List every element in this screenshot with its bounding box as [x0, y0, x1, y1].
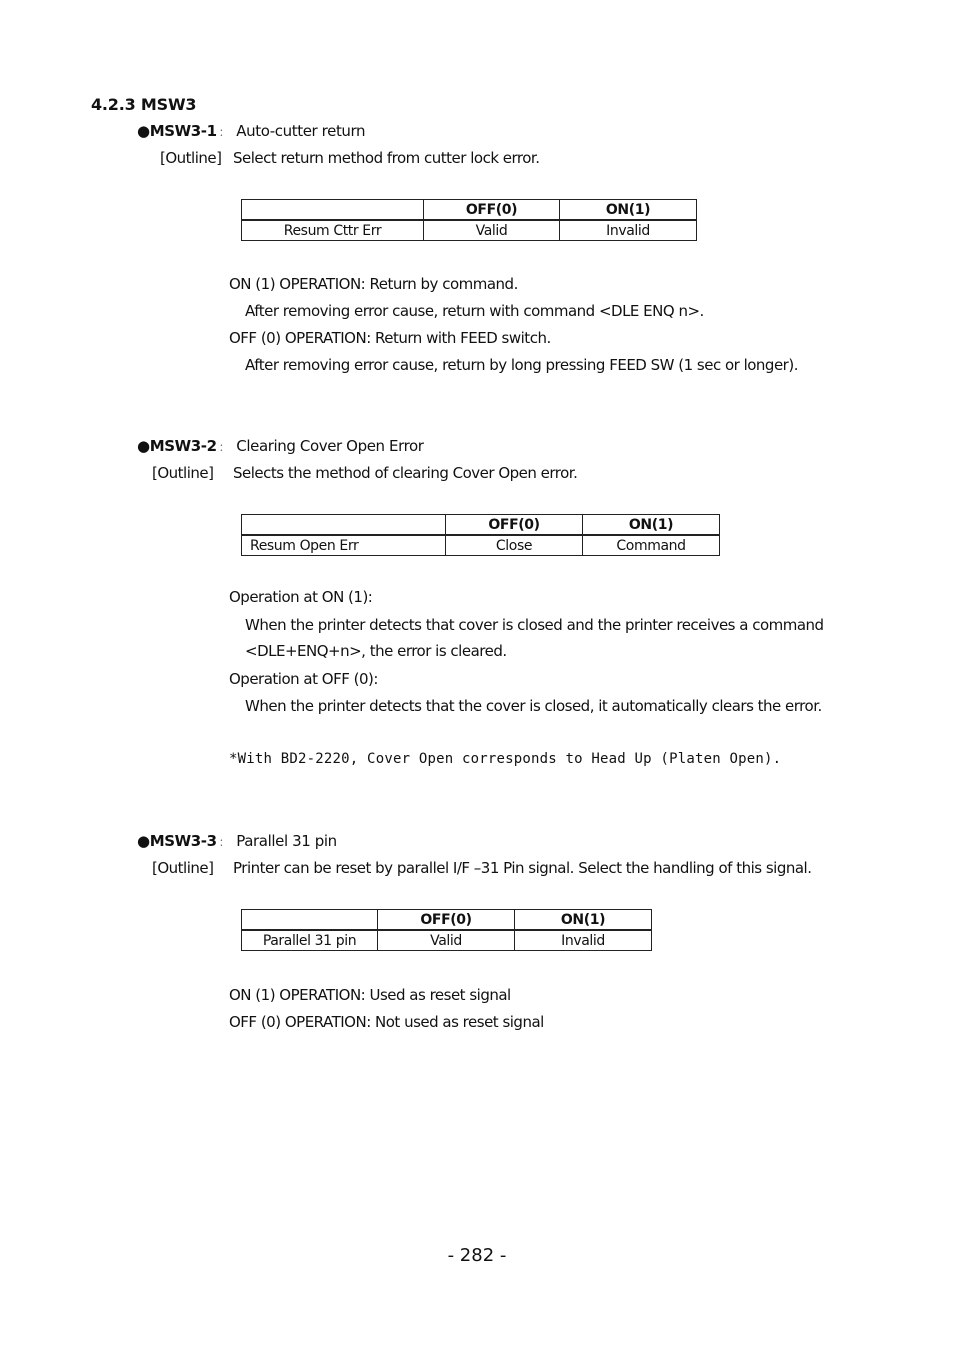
- table-header-on: ON(1): [560, 200, 697, 221]
- table-cell-name: Resum Open Err: [242, 535, 446, 556]
- table-header-off: OFF(0): [378, 910, 515, 931]
- table-header-row: [242, 910, 652, 931]
- outline-label: [Outline]: [160, 149, 222, 167]
- table-cell-off: Close: [446, 535, 583, 556]
- table-cell-off: Valid: [424, 220, 560, 241]
- table-header-off: OFF(0): [424, 200, 560, 221]
- operation-line: OFF (0) OPERATION: Return with FEED switch.: [229, 329, 551, 347]
- item-key: ●MSW3-1: [137, 122, 217, 140]
- outline-label: [Outline]: [152, 859, 214, 877]
- operation-line: ON (1) OPERATION: Return by command.: [229, 275, 518, 293]
- item-heading-msw3-2: [137, 437, 424, 455]
- item-title: Clearing Cover Open Error: [236, 437, 424, 455]
- table-header-off: OFF(0): [446, 515, 583, 536]
- table-header-row: [242, 515, 720, 536]
- table-header-on: ON(1): [583, 515, 720, 536]
- item-key: ●MSW3-3: [137, 832, 217, 850]
- item-separator: ：: [218, 835, 231, 849]
- table-cell-on: Command: [583, 535, 720, 556]
- table-header-on: ON(1): [515, 910, 652, 931]
- operation-line: Operation at ON (1):: [229, 588, 373, 606]
- table-row: [242, 535, 720, 556]
- operation-line: Operation at OFF (0):: [229, 670, 378, 688]
- table-row: [242, 220, 697, 241]
- item-heading-msw3-1: [137, 122, 365, 140]
- table-header-blank: [242, 910, 378, 931]
- setting-table-msw3-3: [241, 909, 652, 951]
- table-row: [242, 930, 652, 951]
- outline-label: [Outline]: [152, 464, 214, 482]
- item-separator: ：: [218, 125, 231, 139]
- outline-text: Selects the method of clearing Cover Open error.: [233, 464, 578, 482]
- operation-detail: When the printer detects that the cover is closed, it automatically clears the error.: [245, 697, 822, 715]
- operation-detail: <DLE+ENQ+n>, the error is cleared.: [245, 642, 507, 660]
- item-heading-msw3-3: [137, 832, 337, 850]
- setting-table-msw3-2: [241, 514, 720, 556]
- model-note: *With BD2-2220, Cover Open corresponds to Head Up (Platen Open).: [229, 751, 782, 767]
- table-cell-off: Valid: [378, 930, 515, 951]
- item-key: ●MSW3-2: [137, 437, 217, 455]
- item-separator: ：: [218, 440, 231, 454]
- item-title: Auto-cutter return: [236, 122, 366, 140]
- operation-detail: After removing error cause, return by long pressing FEED SW (1 sec or longer).: [245, 356, 798, 374]
- operation-detail: After removing error cause, return with command <DLE ENQ n>.: [245, 302, 704, 320]
- table-cell-on: Invalid: [560, 220, 697, 241]
- page-number: - 282 -: [447, 1245, 507, 1266]
- table-cell-name: Resum Cttr Err: [242, 220, 424, 241]
- table-cell-name: Parallel 31 pin: [242, 930, 378, 951]
- table-header-blank: [242, 515, 446, 536]
- outline-text: Select return method from cutter lock error.: [233, 149, 540, 167]
- section-title: 4.2.3 MSW3: [91, 95, 197, 114]
- table-cell-on: Invalid: [515, 930, 652, 951]
- operation-line: OFF (0) OPERATION: Not used as reset signal: [229, 1013, 544, 1031]
- operation-detail: When the printer detects that cover is closed and the printer receives a command: [245, 616, 824, 634]
- item-title: Parallel 31 pin: [236, 832, 337, 850]
- outline-text: Printer can be reset by parallel I/F –31 Pin signal. Select the handling of this signal.: [233, 859, 812, 877]
- operation-line: ON (1) OPERATION: Used as reset signal: [229, 986, 511, 1004]
- setting-table-msw3-1: [241, 199, 697, 241]
- table-header-row: [242, 200, 697, 221]
- table-header-blank: [242, 200, 424, 221]
